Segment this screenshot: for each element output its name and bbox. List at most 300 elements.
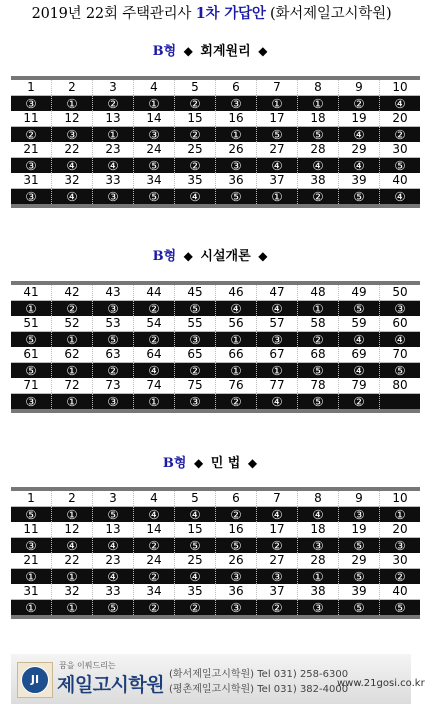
answer-cell [93,127,134,143]
answer-cell [175,127,216,143]
question-number-row [11,316,420,332]
question-number: 39 [339,173,380,189]
answer-value: ④ [66,538,78,553]
question-number: 21 [11,553,52,569]
question-number: 1 [11,78,52,96]
answer-cell [339,600,380,618]
answer-value: ③ [189,332,201,347]
section-subject: 민 법 [210,456,241,471]
answer-value: ① [66,394,78,409]
answer-value: ④ [394,96,406,111]
question-number: 56 [216,316,257,332]
answer-cell [11,569,52,585]
answer-value: ④ [312,507,324,522]
question-number: 16 [216,522,257,538]
answer-row [11,538,420,554]
answer-value: ⑤ [353,538,365,553]
question-number: 37 [257,584,298,600]
answer-value: ⑤ [189,301,201,316]
answer-cell [52,538,93,554]
answer-value: ① [271,363,283,378]
question-number: 68 [298,347,339,363]
answer-cell [339,96,380,112]
answer-cell [298,600,339,618]
answer-value: ② [271,538,283,553]
section-type: B형 [162,456,187,471]
answer-value: ④ [230,301,242,316]
answer-table-accounting [11,76,420,208]
question-number: 31 [11,173,52,189]
question-number: 34 [134,584,175,600]
answer-value: ⑤ [394,600,406,615]
answer-cell [216,569,257,585]
answer-cell [298,332,339,348]
question-number: 76 [216,378,257,394]
answer-cell [93,158,134,174]
answer-value: ① [312,301,324,316]
question-number: 23 [93,142,134,158]
answer-value: ① [148,96,160,111]
question-number-row [11,489,420,507]
answer-value: ③ [107,394,119,409]
answer-value: ⑤ [230,538,242,553]
question-number: 3 [93,78,134,96]
question-number: 41 [11,283,52,301]
question-number-row [11,378,420,394]
answer-cell [11,96,52,112]
answer-value: ① [25,600,37,615]
question-number: 51 [11,316,52,332]
section-heading-facilities [0,245,423,264]
answer-cell [257,507,298,523]
answer-cell [134,158,175,174]
answer-value: ④ [353,363,365,378]
banner-contact-pyeongchon: (평촌제일고시학원) Tel 031) 382-4000 [169,684,349,695]
title-year-round: 2019년 22회 [31,6,118,22]
question-number: 24 [134,553,175,569]
answer-value: ② [189,127,201,142]
answer-value: ③ [189,394,201,409]
question-number: 67 [257,347,298,363]
question-number: 64 [134,347,175,363]
question-number: 63 [93,347,134,363]
logo-mark: JI [21,666,49,694]
answer-value: ④ [189,569,201,584]
answer-cell [298,96,339,112]
answer-value: ④ [189,507,201,522]
answer-cell [298,363,339,379]
answer-cell [298,394,339,412]
diamond-icon: ◆ [193,456,204,470]
question-number: 17 [257,111,298,127]
answer-value: ② [230,394,242,409]
diamond-icon: ◆ [258,44,268,58]
question-number: 22 [52,553,93,569]
question-number: 11 [11,111,52,127]
answer-value: ③ [25,96,37,111]
answer-value: ⑤ [353,569,365,584]
answer-value: ④ [312,158,324,173]
section-heading-accounting [0,40,423,59]
question-number: 75 [175,378,216,394]
answer-value: ④ [271,158,283,173]
answer-value: ③ [394,538,406,553]
question-number: 74 [134,378,175,394]
question-number: 40 [380,173,421,189]
question-number-row [11,111,420,127]
question-number: 13 [93,522,134,538]
answer-cell [216,158,257,174]
question-number: 30 [380,553,421,569]
answer-cell [339,394,380,412]
question-number-row [11,283,420,301]
answer-cell [339,127,380,143]
question-number: 11 [11,522,52,538]
question-number: 26 [216,553,257,569]
answer-cell [134,538,175,554]
section-type: B형 [152,44,177,59]
question-number-row [11,522,420,538]
question-number: 13 [93,111,134,127]
title-academy: (화서제일고시학원) [270,6,392,22]
question-number: 9 [339,489,380,507]
answer-value: ② [189,158,201,173]
answer-value: ④ [148,363,160,378]
question-number: 19 [339,522,380,538]
question-number-row [11,347,420,363]
question-number: 3 [93,489,134,507]
diamond-icon: ◆ [247,456,258,470]
answer-value: ⑤ [312,394,324,409]
answer-cell [380,569,421,585]
answer-cell [52,332,93,348]
question-number: 36 [216,173,257,189]
question-number: 59 [339,316,380,332]
answer-cell [380,600,421,618]
answer-value: ② [148,332,160,347]
answer-row [11,96,420,112]
question-number: 77 [257,378,298,394]
question-number: 50 [380,283,421,301]
answer-row [11,363,420,379]
answer-cell [380,127,421,143]
question-number: 8 [298,489,339,507]
answer-cell [11,189,52,207]
question-number: 16 [216,111,257,127]
answer-cell [257,538,298,554]
question-number: 30 [380,142,421,158]
question-number: 5 [175,78,216,96]
answer-cell [134,332,175,348]
answer-value: ④ [66,189,78,204]
answer-cell [11,158,52,174]
question-number: 60 [380,316,421,332]
question-number: 32 [52,173,93,189]
question-number: 31 [11,584,52,600]
answer-cell [380,394,421,412]
answer-value: ⑤ [107,507,119,522]
answer-value: ④ [271,507,283,522]
diamond-icon: ◆ [258,249,268,263]
question-number: 69 [339,347,380,363]
question-number: 6 [216,489,257,507]
answer-cell [134,189,175,207]
answer-row [11,600,420,618]
banner-tagline: 꿈을 이뤄드리는 [59,661,116,670]
question-number: 38 [298,584,339,600]
answer-value: ③ [25,189,37,204]
answer-value: ③ [25,538,37,553]
question-number: 57 [257,316,298,332]
section-subject: 시설개론 [200,249,251,264]
answer-cell [216,538,257,554]
answer-cell [93,301,134,317]
answer-value: ② [148,538,160,553]
answer-value: ① [394,507,406,522]
answer-value: ① [66,507,78,522]
question-number: 15 [175,111,216,127]
answer-cell [216,507,257,523]
question-number: 44 [134,283,175,301]
question-number: 39 [339,584,380,600]
question-number: 48 [298,283,339,301]
answer-cell [52,301,93,317]
question-number: 79 [339,378,380,394]
answer-cell [339,507,380,523]
question-number: 35 [175,584,216,600]
answer-value: ⑤ [353,189,365,204]
answer-cell [298,127,339,143]
answer-value: ① [230,332,242,347]
answer-cell [257,600,298,618]
answer-cell [52,569,93,585]
answer-value: ④ [66,158,78,173]
question-number: 20 [380,522,421,538]
answer-row [11,127,420,143]
answer-cell [52,127,93,143]
answer-value: ⑤ [25,507,37,522]
question-number: 10 [380,489,421,507]
answer-cell [11,538,52,554]
question-number: 45 [175,283,216,301]
answer-value: ③ [25,158,37,173]
question-number: 28 [298,142,339,158]
question-number: 36 [216,584,257,600]
question-number: 7 [257,78,298,96]
answer-value: ① [271,189,283,204]
question-number: 47 [257,283,298,301]
answer-value: ② [66,301,78,316]
answer-value: ① [25,569,37,584]
answer-cell [93,394,134,412]
answer-value: ④ [353,332,365,347]
answer-value: ⑤ [312,127,324,142]
answer-value: ③ [271,569,283,584]
answer-value: ⑤ [353,301,365,316]
answer-cell [11,332,52,348]
question-number: 1 [11,489,52,507]
answer-value: ① [148,394,160,409]
answer-cell [380,538,421,554]
question-number-row [11,78,420,96]
answer-cell [134,569,175,585]
question-number: 55 [175,316,216,332]
answer-value: ⑤ [148,189,160,204]
answer-value: ② [189,363,201,378]
answer-value: ③ [25,394,37,409]
question-number: 17 [257,522,298,538]
question-number: 9 [339,78,380,96]
answer-value: ② [353,96,365,111]
question-number: 18 [298,522,339,538]
answer-cell [11,127,52,143]
answer-cell [339,158,380,174]
answer-value: ① [66,569,78,584]
answer-cell [298,301,339,317]
answer-cell [298,189,339,207]
answer-row [11,332,420,348]
answer-value: ① [312,569,324,584]
question-number: 15 [175,522,216,538]
question-number: 72 [52,378,93,394]
question-number: 29 [339,142,380,158]
question-number: 34 [134,173,175,189]
answer-cell [93,363,134,379]
question-number: 38 [298,173,339,189]
banner-brand: 제일고시학원 [57,674,165,696]
answer-value: ③ [230,569,242,584]
question-number: 20 [380,111,421,127]
question-number: 33 [93,173,134,189]
answer-value: ② [107,96,119,111]
answer-cell [216,332,257,348]
answer-value: ① [25,301,37,316]
answer-value: ② [394,127,406,142]
question-number: 29 [339,553,380,569]
answer-value: ④ [189,189,201,204]
question-number: 4 [134,78,175,96]
answer-value: ⑤ [394,363,406,378]
question-number: 23 [93,553,134,569]
answer-table-civil-law [11,487,420,619]
question-number: 5 [175,489,216,507]
answer-value: ③ [271,332,283,347]
answer-value: ② [230,507,242,522]
question-number: 21 [11,142,52,158]
answer-cell [52,394,93,412]
question-number: 7 [257,489,298,507]
answer-cell [257,569,298,585]
answer-cell [380,301,421,317]
question-number: 37 [257,173,298,189]
question-number: 28 [298,553,339,569]
answer-value: ② [107,363,119,378]
question-number: 12 [52,522,93,538]
answer-value: ④ [353,158,365,173]
question-number-row [11,553,420,569]
question-number: 25 [175,142,216,158]
answer-cell [11,507,52,523]
answer-value: ③ [312,538,324,553]
answer-value: ⑤ [107,600,119,615]
answer-cell [11,600,52,618]
answer-value: ① [66,363,78,378]
answer-value: ③ [107,189,119,204]
answer-cell [339,538,380,554]
answer-cell [216,363,257,379]
answer-cell [298,569,339,585]
answer-cell [380,332,421,348]
answer-value: ④ [271,301,283,316]
question-number: 4 [134,489,175,507]
answer-value: ③ [353,507,365,522]
answer-cell [257,127,298,143]
question-number: 43 [93,283,134,301]
answer-cell [175,569,216,585]
answer-cell [298,158,339,174]
answer-value: ② [353,394,365,409]
answer-cell [380,189,421,207]
answer-cell [175,363,216,379]
answer-value: ⑤ [25,363,37,378]
title-accent: 1차 가답안 [195,5,266,22]
question-number: 27 [257,142,298,158]
answer-cell [11,394,52,412]
answer-value: ⑤ [230,189,242,204]
answer-row [11,189,420,207]
answer-cell [134,363,175,379]
question-number: 52 [52,316,93,332]
answer-cell [380,363,421,379]
answer-value: ⑤ [25,332,37,347]
answer-value: ② [25,127,37,142]
answer-cell [339,301,380,317]
answer-value: ④ [107,569,119,584]
answer-value: ④ [271,394,283,409]
answer-cell [298,538,339,554]
question-number: 26 [216,142,257,158]
question-number: 8 [298,78,339,96]
question-number: 32 [52,584,93,600]
question-number: 61 [11,347,52,363]
answer-value: ② [312,189,324,204]
question-number: 40 [380,584,421,600]
answer-cell [216,127,257,143]
answer-cell [93,569,134,585]
diamond-icon: ◆ [183,44,193,58]
answer-cell [93,96,134,112]
answer-cell [175,332,216,348]
answer-cell [380,96,421,112]
answer-row [11,301,420,317]
diamond-icon: ◆ [183,249,193,263]
answer-value: ② [394,569,406,584]
answer-value: ⑤ [312,363,324,378]
answer-value: ③ [107,301,119,316]
answer-cell [216,600,257,618]
answer-cell [339,569,380,585]
answer-value: ③ [230,600,242,615]
answer-cell [175,507,216,523]
question-number: 35 [175,173,216,189]
answer-cell [257,301,298,317]
banner-url[interactable]: www.21gosi.co.kr [337,678,425,689]
question-number: 22 [52,142,93,158]
question-number: 6 [216,78,257,96]
answer-value: ④ [107,538,119,553]
question-number-row [11,142,420,158]
answer-cell [257,394,298,412]
